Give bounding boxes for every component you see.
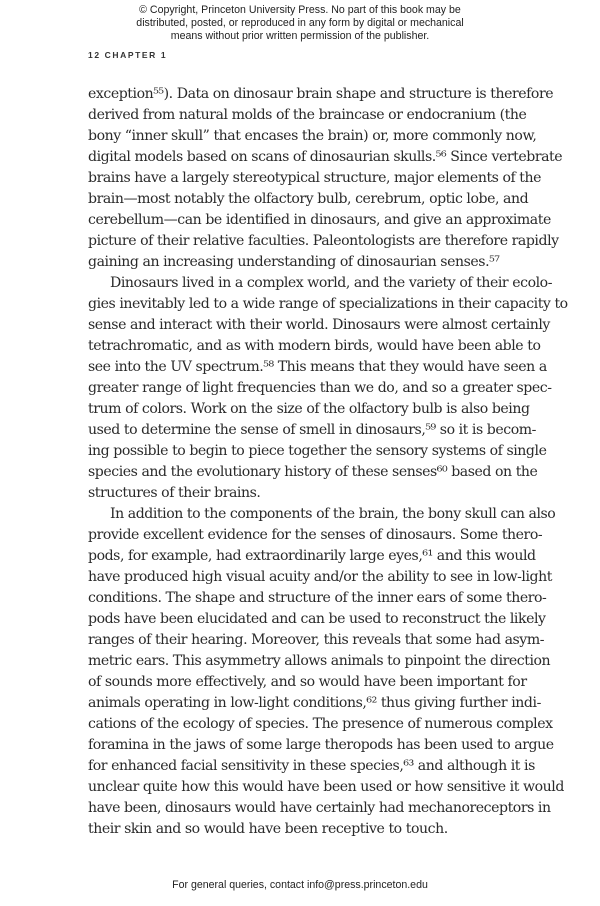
text-line: species and the evolutionary history of these senses⁶⁰ based on the — [88, 464, 538, 480]
copyright-line: distributed, posted, or reproduced in any form by digital or mechanical — [136, 17, 464, 29]
text-line: metric ears. This asymmetry allows animals to pinpoint the direction — [88, 653, 551, 669]
text-line: of sounds more effectively, and so would have been important for — [88, 674, 527, 690]
paragraph — [88, 273, 568, 504]
running-head: 12 CHAPTER 1 — [88, 50, 168, 60]
text-line: unclear quite how this would have been used or how sensitive it would — [88, 779, 564, 795]
copyright-line: means without prior written permission of the publisher. — [170, 30, 430, 42]
text-line: bony “inner skull” that encases the brain) or, more commonly now, — [88, 128, 537, 144]
text-line: In addition to the components of the brain, the bony skull can also — [110, 506, 556, 522]
text-line: pods, for example, had extraordinarily large eyes,⁶¹ and this would — [88, 548, 536, 564]
text-line: ing possible to begin to piece together the sensory systems of single — [88, 443, 547, 459]
text-line: have been, dinosaurs would have certainly had mechanoreceptors in — [88, 800, 551, 816]
copyright-line: © Copyright, Princeton University Press. No part of this book may be — [139, 4, 461, 16]
text-line: picture of their relative faculties. Paleontologists are therefore rapidly — [88, 233, 559, 249]
text-line: used to determine the sense of smell in dinosaurs,⁵⁹ so it is becom- — [88, 422, 536, 438]
text-line: cerebellum—can be identified in dinosaurs, and give an approximate — [88, 212, 551, 228]
text-line: exception⁵⁵). Data on dinosaur brain shape and structure is therefore — [88, 86, 554, 102]
body-text — [88, 84, 568, 840]
text-line: see into the UV spectrum.⁵⁸ This means that they would have seen a — [88, 359, 547, 375]
footer-contact: For general queries, contact info@press.princeton.edu — [172, 879, 428, 891]
text-line: pods have been elucidated and can be used to reconstruct the likely — [88, 611, 546, 627]
text-line: ranges of their hearing. Moreover, this reveals that some had asym- — [88, 632, 545, 648]
text-line: cations of the ecology of species. The presence of numerous complex — [88, 716, 553, 732]
text-line: structures of their brains. — [88, 485, 261, 501]
text-line: digital models based on scans of dinosaurian skulls.⁵⁶ Since vertebrate — [88, 149, 563, 165]
text-line: have produced high visual acuity and/or the ability to see in low-light — [88, 569, 552, 585]
text-line: their skin and so would have been receptive to touch. — [88, 821, 448, 837]
text-line: conditions. The shape and structure of the inner ears of some thero- — [88, 590, 547, 606]
text-line: trum of colors. Work on the size of the olfactory bulb is also being — [88, 401, 530, 417]
text-line: greater range of light frequencies than we do, and so a greater spec- — [88, 380, 552, 396]
text-line: gaining an increasing understanding of dinosaurian senses.⁵⁷ — [88, 254, 500, 270]
text-line: for enhanced facial sensitivity in these species,⁶³ and although it is — [88, 758, 535, 774]
text-line: animals operating in low-light conditions,⁶² thus giving further indi- — [88, 695, 541, 711]
text-line: provide excellent evidence for the senses of dinosaurs. Some thero- — [88, 527, 543, 543]
text-line: tetrachromatic, and as with modern birds, would have been able to — [88, 338, 541, 354]
text-line: Dinosaurs lived in a complex world, and the variety of their ecolo- — [110, 275, 553, 291]
text-line: brains have a largely stereotypical structure, major elements of the — [88, 170, 542, 186]
paragraph — [88, 84, 563, 273]
copyright-notice — [0, 4, 600, 43]
text-line: sense and interact with their world. Dinosaurs were almost certainly — [88, 317, 550, 333]
text-line: gies inevitably led to a wide range of specializations in their capacity to — [88, 296, 568, 312]
text-line: derived from natural molds of the braincase or endocranium (the — [88, 107, 527, 123]
text-line: brain—most notably the olfactory bulb, cerebrum, optic lobe, and — [88, 191, 529, 207]
paragraph — [88, 504, 564, 840]
text-line: foramina in the jaws of some large theropods has been used to argue — [88, 737, 554, 753]
